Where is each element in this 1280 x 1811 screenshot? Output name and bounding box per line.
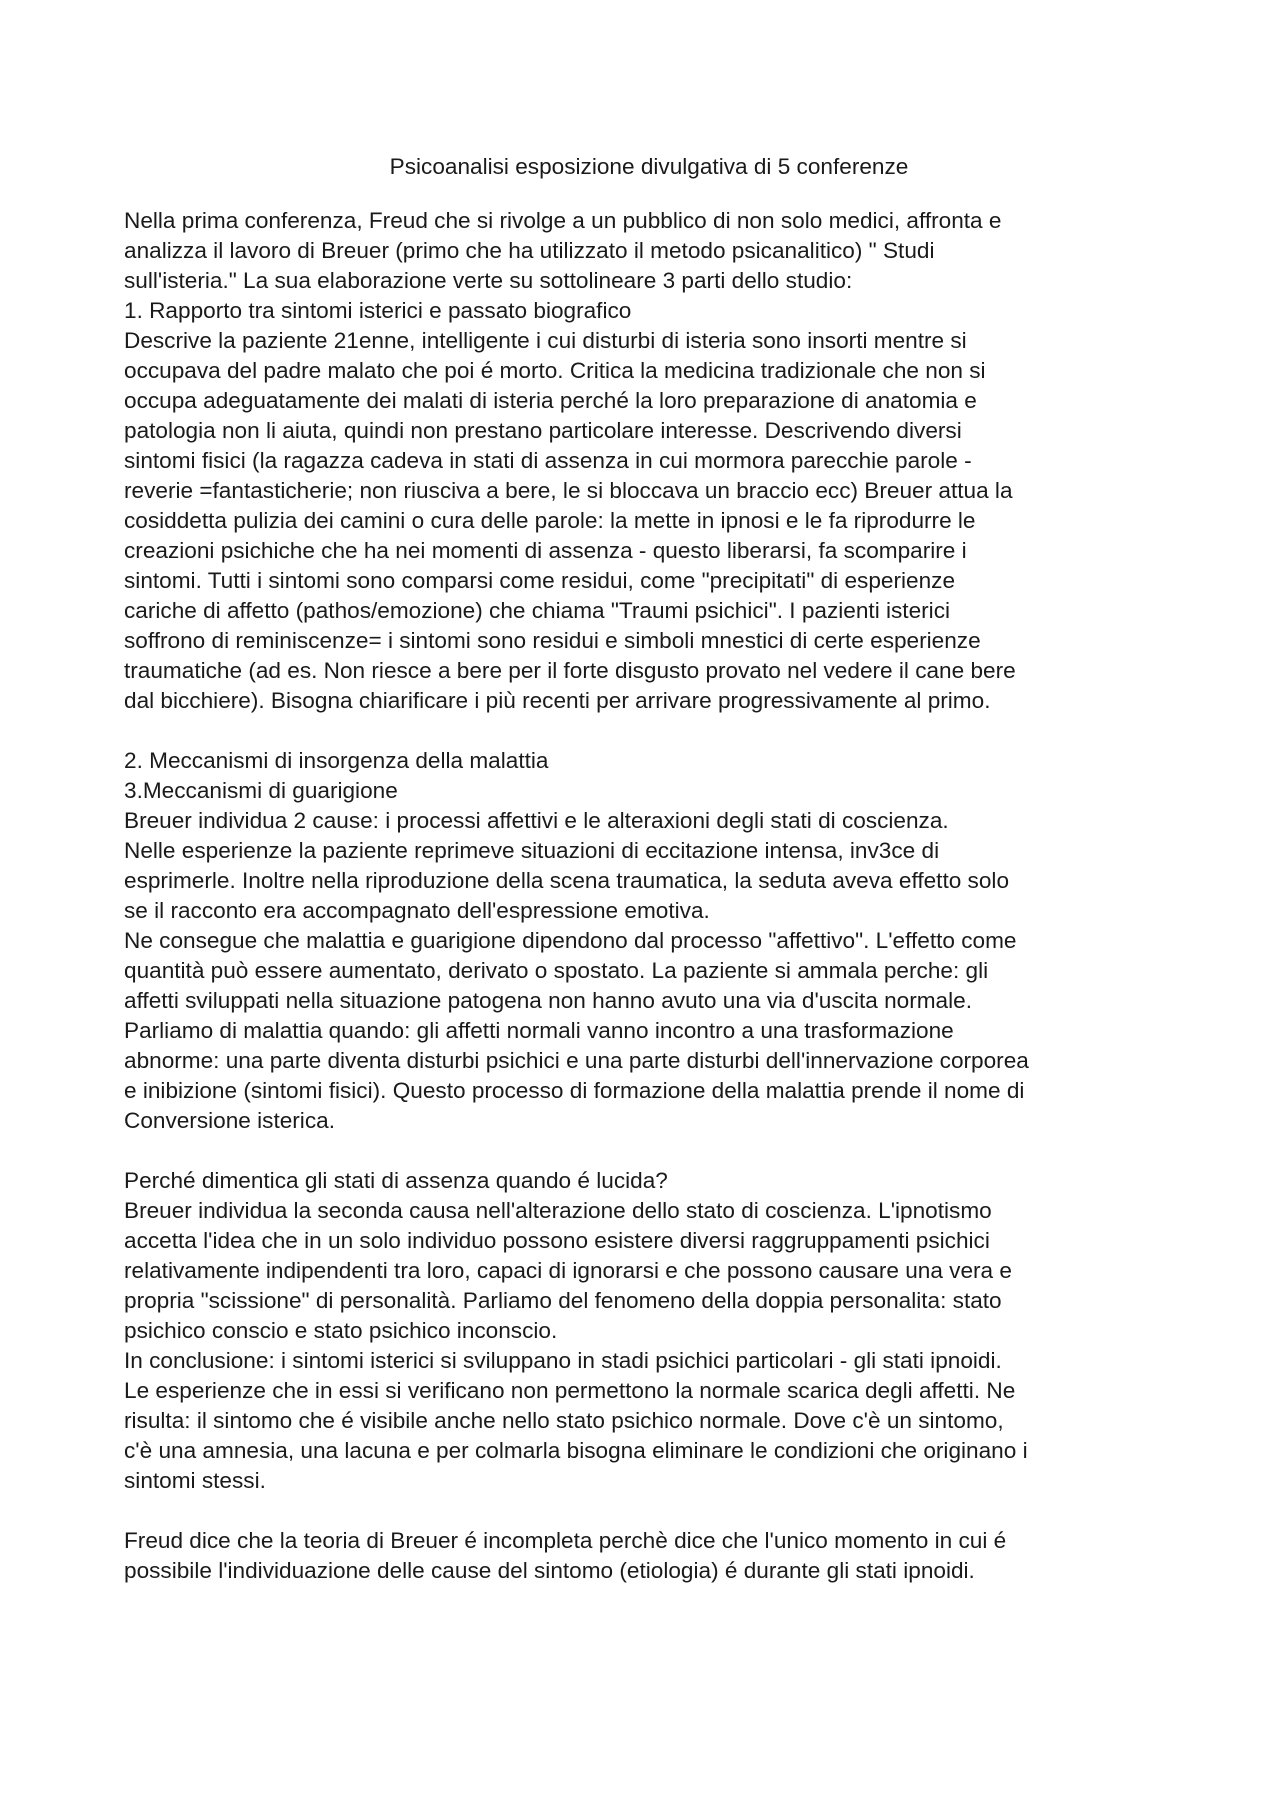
text-line: sintomi. Tutti i sintomi sono comparsi come residui, come "precipitati" di esperienze [124, 568, 956, 593]
text-line: abnorme: una parte diventa disturbi psichici e una parte disturbi dell'innervazione corporea [124, 1048, 1029, 1073]
text-line: sull'isteria." La sua elaborazione verte su sottolineare 3 parti dello studio: [124, 268, 853, 293]
text-line: Breuer individua 2 cause: i processi affettivi e le alteraxioni degli stati di coscienza. [124, 808, 949, 833]
text-line: occupa adeguatamente dei malati di isteria perché la loro preparazione di anatomia e [124, 388, 977, 413]
text-line: reverie =fantasticherie; non riusciva a bere, le si bloccava un braccio ecc) Breuer attua la [124, 478, 1013, 503]
document-body [124, 152, 1174, 1616]
text-line: sintomi fisici (la ragazza cadeva in stati di assenza in cui mormora parecchie parole - [124, 448, 972, 473]
text-line: Descrive la paziente 21enne, intelligente i cui disturbi di isteria sono insorti mentre si [124, 328, 967, 353]
text-line: psichico conscio e stato psichico inconscio. [124, 1318, 558, 1343]
text-line: Conversione isterica. [124, 1108, 335, 1133]
text-line: Nelle esperienze la paziente reprimeve situazioni di eccitazione intensa, inv3ce di [124, 838, 940, 863]
text-line: Nella prima conferenza, Freud che si rivolge a un pubblico di non solo medici, affronta e [124, 208, 1002, 233]
text-line: In conclusione: i sintomi isterici si sviluppano in stadi psichici particolari - gli stati ipnoidi. [124, 1348, 1002, 1373]
text-line: creazioni psichiche che ha nei momenti di assenza - questo liberarsi, fa scomparire i [124, 538, 967, 563]
text-line: quantità può essere aumentato, derivato o spostato. La paziente si ammala perche: gli [124, 958, 989, 983]
text-line: 2. Meccanismi di insorgenza della malattia [124, 748, 549, 773]
text-line: 3.Meccanismi di guarigione [124, 778, 398, 803]
text-line: analizza il lavoro di Breuer (primo che ha utilizzato il metodo psicanalitico) " Studi [124, 238, 935, 263]
text-line: dal bicchiere). Bisogna chiarificare i più recenti per arrivare progressivamente al primo. [124, 688, 991, 713]
text-line: 1. Rapporto tra sintomi isterici e passato biografico [124, 298, 632, 323]
text-line: cosiddetta pulizia dei camini o cura delle parole: la mette in ipnosi e le fa riprodurre le [124, 508, 976, 533]
text-line: sintomi stessi. [124, 1468, 266, 1493]
text-line: possibile l'individuazione delle cause del sintomo (etiologia) é durante gli stati ipnoidi. [124, 1558, 975, 1583]
paragraph-block [124, 1526, 1174, 1586]
text-line: propria "scissione" di personalità. Parliamo del fenomeno della doppia personalita: stato [124, 1288, 1002, 1313]
paragraph-block [124, 746, 1174, 1136]
text-line: cariche di affetto (pathos/emozione) che chiama "Traumi psichici". I pazienti isterici [124, 598, 951, 623]
text-line: Le esperienze che in essi si verificano non permettono la normale scarica degli affetti. Ne [124, 1378, 1016, 1403]
paragraph-block [124, 206, 1174, 716]
text-line: c'è una amnesia, una lacuna e per colmarla bisogna eliminare le condizioni che originano i [124, 1438, 1028, 1463]
text-line: Freud dice che la teoria di Breuer é incompleta perchè dice che l'unico momento in cui é [124, 1528, 1007, 1553]
text-line: accetta l'idea che in un solo individuo possono esistere diversi raggruppamenti psichici [124, 1228, 990, 1253]
document-content [124, 206, 1174, 1586]
text-line: soffrono di reminiscenze= i sintomi sono residui e simboli mnestici di certe esperienze [124, 628, 981, 653]
text-line: Perché dimentica gli stati di assenza quando é lucida? [124, 1168, 668, 1193]
text-line: Ne consegue che malattia e guarigione dipendono dal processo "affettivo". L'effetto come [124, 928, 1017, 953]
text-line: Breuer individua la seconda causa nell'alterazione dello stato di coscienza. L'ipnotismo [124, 1198, 992, 1223]
paragraph-block [124, 1166, 1174, 1496]
text-line: esprimerle. Inoltre nella riproduzione della scena traumatica, la seduta aveva effetto solo [124, 868, 1010, 893]
text-line: risulta: il sintomo che é visibile anche nello stato psichico normale. Dove c'è un sintomo, [124, 1408, 1004, 1433]
document-title: Psicoanalisi esposizione divulgativa di 5 conferenze [389, 154, 909, 179]
text-line: affetti sviluppati nella situazione patogena non hanno avuto una via d'uscita normale. [124, 988, 972, 1013]
text-line: patologia non li aiuta, quindi non prestano particolare interesse. Descrivendo diversi [124, 418, 962, 443]
text-line: se il racconto era accompagnato dell'espressione emotiva. [124, 898, 710, 923]
text-line: traumatiche (ad es. Non riesce a bere per il forte disgusto provato nel vedere il cane bere [124, 658, 1016, 683]
text-line: e inibizione (sintomi fisici). Questo processo di formazione della malattia prende il nome di [124, 1078, 1025, 1103]
text-line: Parliamo di malattia quando: gli affetti normali vanno incontro a una trasformazione [124, 1018, 954, 1043]
text-line: relativamente indipendenti tra loro, capaci di ignorarsi e che possono causare una vera e [124, 1258, 1012, 1283]
text-line: occupava del padre malato che poi é morto. Critica la medicina tradizionale che non si [124, 358, 986, 383]
